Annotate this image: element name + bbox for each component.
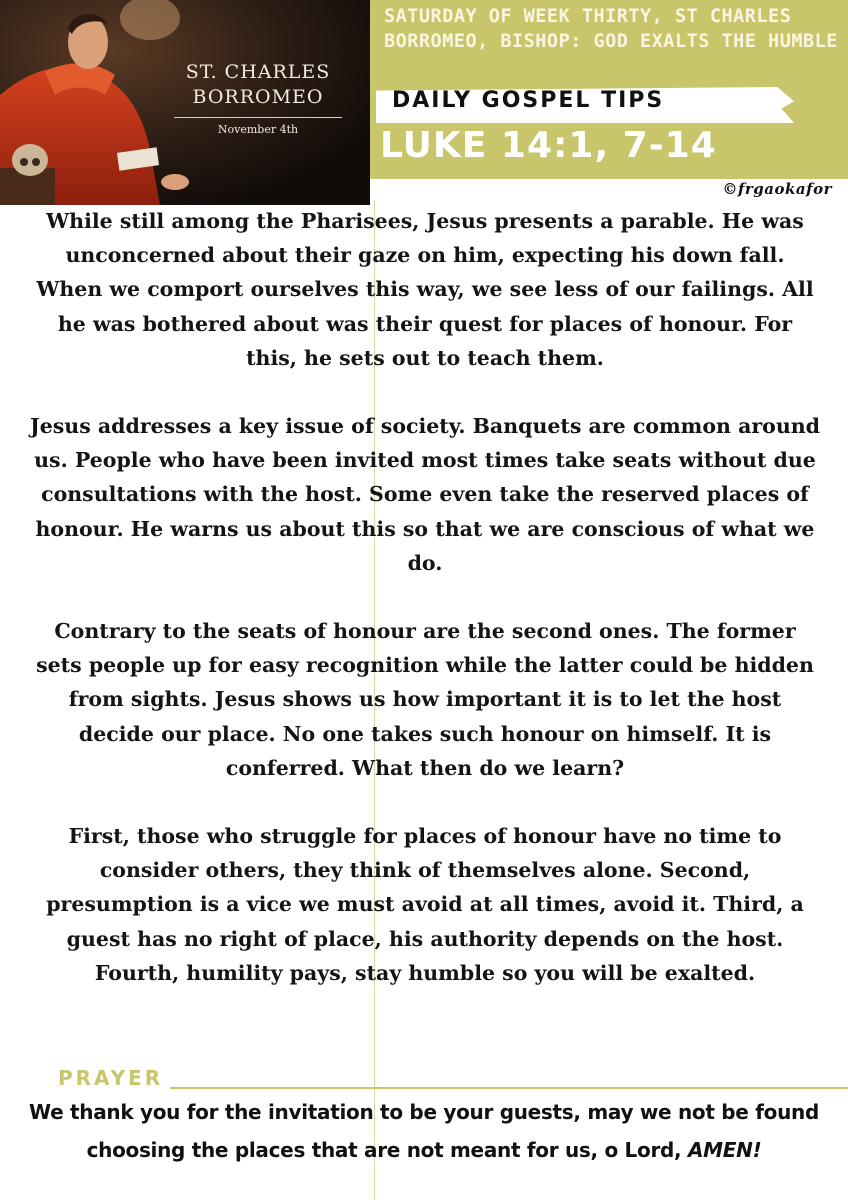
scripture-reference: LUKE 14:1, 7-14 <box>380 125 717 166</box>
prayer-amen: AMEN! <box>688 1138 762 1162</box>
page-title: SATURDAY OF WEEK THIRTY, ST CHARLES BORROMEO, BISHOP: GOD EXALTS THE HUMBLE <box>384 6 838 52</box>
saint-name-line2: BORROMEO <box>192 86 324 108</box>
paragraph-1: While still among the Pharisees, Jesus presents a parable. He was unconcerned about their gaze on him, expecting his down fall. When we comport ourselves this way, we see less of our failings. All he was bothered about was their quest for places of honour. For this, he sets out to teach them. <box>36 209 814 370</box>
paragraph-3: Contrary to the seats of honour are the second ones. The former sets people up for easy recognition while the latter could be hidden from sights. Jesus shows us how important it is to let the host decide our place. No one takes such honour on himself. It is conferred. What then do we learn? <box>36 619 814 780</box>
header <box>0 0 848 205</box>
prayer-divider <box>170 1087 848 1089</box>
feast-date: November 4th <box>217 123 299 136</box>
series-label: DAILY GOSPEL TIPS <box>392 88 665 113</box>
saint-portrait-image <box>0 0 370 205</box>
prayer-heading: PRAYER <box>58 1066 164 1090</box>
paragraph-2: Jesus addresses a key issue of society. Banquets are common around us. People who have been invited most times take seats without due consultations with the host. Some even take the reserved places of honour. He warns us about this so that we are conscious of what we do. <box>30 414 820 575</box>
prayer-text <box>0 1093 848 1169</box>
prayer-body: We thank you for the invitation to be your guests, may we not be found choosing the places that are not meant for us, o Lord, <box>29 1100 819 1162</box>
reflection-body <box>30 204 820 1024</box>
header-divider <box>370 178 848 179</box>
paragraph-4: First, those who struggle for places of honour have no time to consider others, they think of themselves alone. Second, presumption is a vice we must avoid at all times, avoid it. Third, a guest has no right of place, his authority depends on the host. Fourth, humility pays, stay humble so you will be exalted. <box>46 824 804 985</box>
caption-divider <box>174 117 342 118</box>
saint-name-line1: ST. CHARLES <box>185 61 331 83</box>
author-handle: ©frgaokafor <box>722 180 832 198</box>
portrait-caption <box>168 60 348 136</box>
